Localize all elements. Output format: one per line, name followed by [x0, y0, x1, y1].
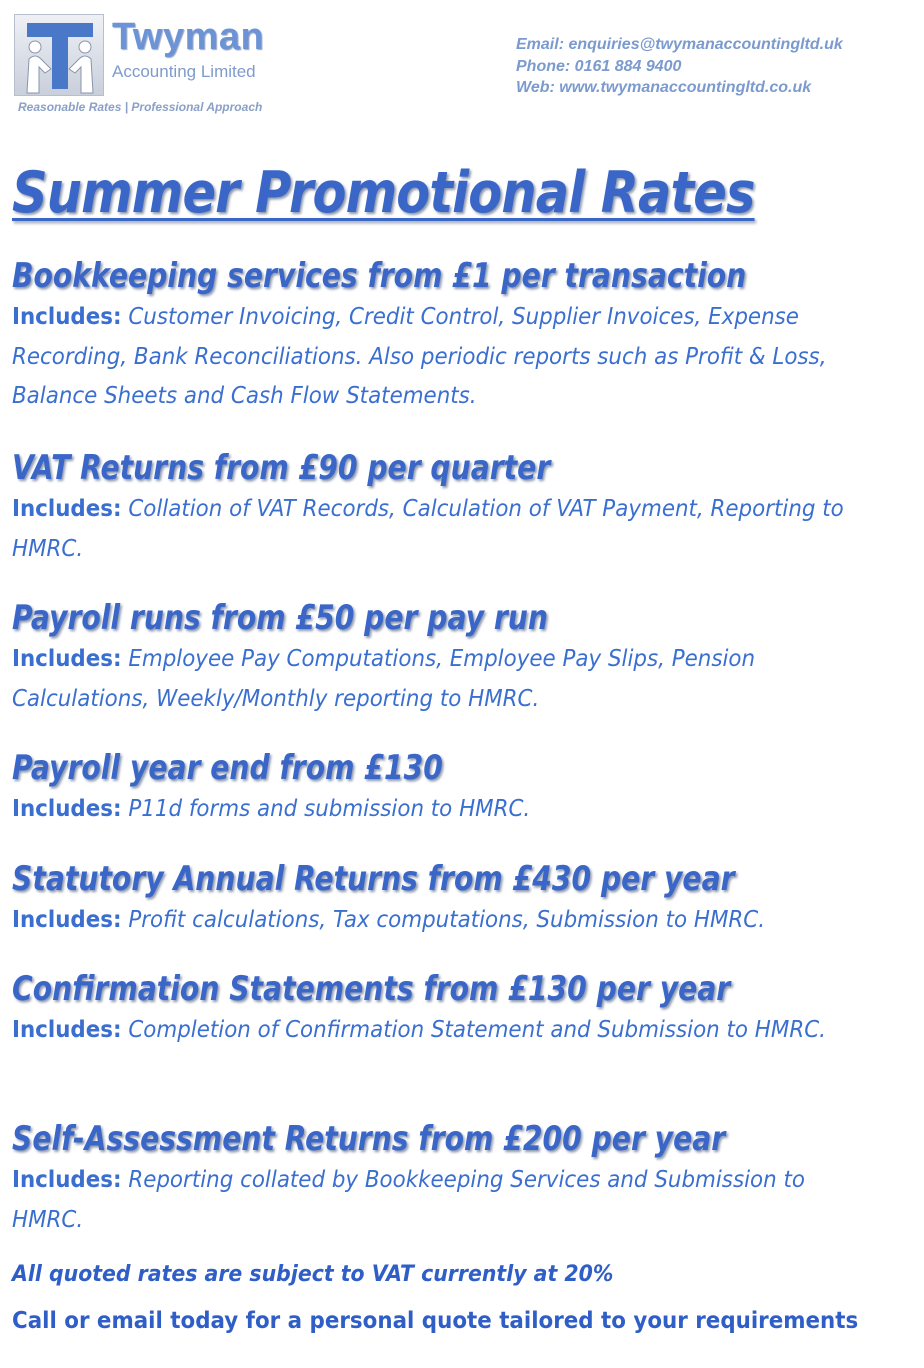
letterhead — [0, 0, 924, 130]
service-heading: Statutory Annual Returns from £430 per year — [12, 859, 735, 899]
includes-label: Includes: — [12, 907, 122, 933]
service-statutory-annual-returns — [12, 857, 916, 967]
brand-subtitle: Accounting Limited — [112, 62, 256, 81]
service-heading: Payroll runs from £50 per pay run — [12, 598, 548, 638]
includes-text: Collation of VAT Records, Calculation of VAT Payment, Reporting to HMRC. — [12, 496, 844, 562]
service-heading: Confirmation Statements from £130 per year — [12, 969, 731, 1009]
service-heading: Payroll year end from £130 — [12, 748, 443, 788]
company-logo — [14, 14, 104, 96]
includes-text: Customer Invoicing, Credit Control, Supplier Invoices, Expense Recording, Bank Reconciliations. Also periodic reports such as Profit & Loss, Balance Sheets and Cash Flow Statements. — [12, 304, 827, 409]
handshake-t-logo-icon — [15, 15, 105, 97]
service-description — [12, 490, 860, 569]
contact-web[interactable]: Web: www.twymanaccountingltd.co.uk — [516, 79, 812, 96]
includes-label: Includes: — [12, 304, 122, 330]
services-list — [12, 254, 916, 1247]
includes-label: Includes: — [12, 646, 122, 672]
service-heading: Self-Assessment Returns from £200 per year — [12, 1119, 726, 1159]
brand-name: Twyman — [112, 16, 265, 58]
page-title: Summer Promotional Rates — [12, 160, 755, 226]
includes-label: Includes: — [12, 1167, 122, 1193]
includes-text: Reporting collated by Bookkeeping Services and Submission to HMRC. — [12, 1167, 805, 1233]
service-description — [12, 901, 860, 941]
service-payroll-runs — [12, 596, 916, 746]
includes-text: Profit calculations, Tax computations, Submission to HMRC. — [128, 907, 766, 933]
service-description — [12, 790, 860, 830]
service-self-assessment — [12, 1117, 916, 1247]
includes-text: P11d forms and submission to HMRC. — [128, 796, 531, 822]
service-payroll-year-end — [12, 746, 916, 857]
contact-details — [516, 34, 843, 99]
brand-tagline: Reasonable Rates | Professional Approach — [18, 100, 263, 114]
vat-note: All quoted rates are subject to VAT currently at 20% — [12, 1262, 614, 1287]
service-description — [12, 640, 860, 719]
includes-text: Employee Pay Computations, Employee Pay Slips, Pension Calculations, Weekly/Monthly reporting to HMRC. — [12, 646, 756, 712]
contact-email[interactable]: Email: enquiries@twymanaccountingltd.uk — [516, 36, 843, 53]
includes-label: Includes: — [12, 796, 122, 822]
service-heading: Bookkeeping services from £1 per transaction — [12, 256, 747, 296]
service-description — [12, 1011, 860, 1051]
service-description — [12, 298, 860, 417]
service-bookkeeping — [12, 254, 916, 446]
includes-label: Includes: — [12, 496, 122, 522]
service-heading: VAT Returns from £90 per quarter — [12, 448, 551, 488]
service-confirmation-statements — [12, 967, 916, 1117]
service-description — [12, 1161, 860, 1240]
includes-label: Includes: — [12, 1017, 122, 1043]
service-vat-returns — [12, 446, 916, 596]
call-to-action: Call or email today for a personal quote tailored to your requirements — [12, 1308, 859, 1334]
contact-phone[interactable]: Phone: 0161 884 9400 — [516, 57, 682, 75]
includes-text: Completion of Confirmation Statement and Submission to HMRC. — [128, 1017, 826, 1043]
